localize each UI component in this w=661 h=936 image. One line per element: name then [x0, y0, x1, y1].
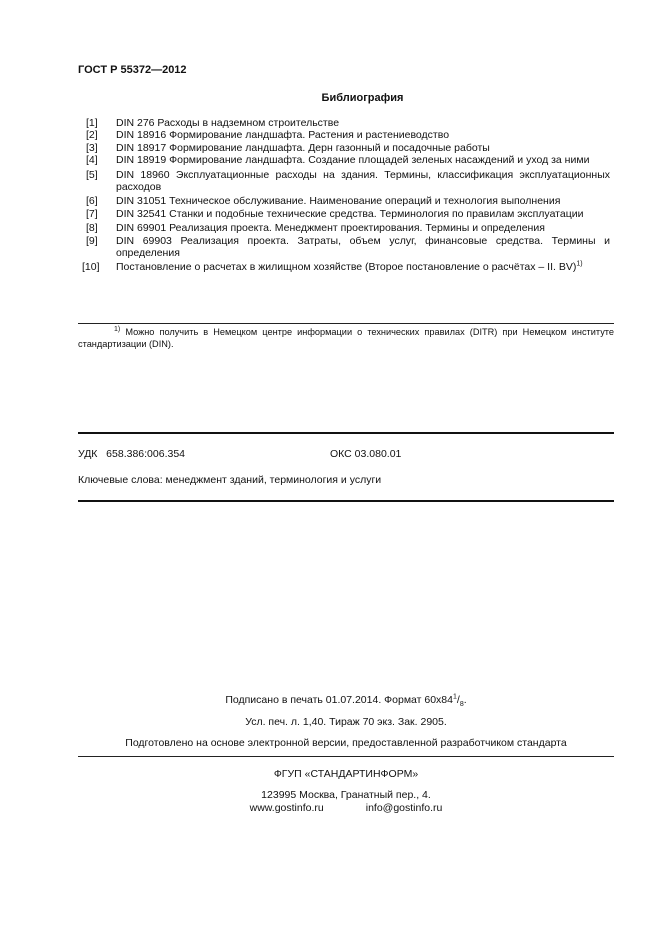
- ref-text: DIN 18917 Формирование ландшафта. Дерн газонный и посадочные работы: [116, 141, 490, 154]
- list-item: [80, 261, 610, 273]
- list-item: [80, 195, 610, 207]
- udk-code: УДК 658.386:006.354: [78, 448, 186, 460]
- ref-number: [7]: [86, 207, 98, 220]
- footnote-marker: 1): [114, 325, 121, 333]
- ref-number: [6]: [86, 195, 98, 208]
- list-item: [80, 235, 610, 260]
- publisher-name: ФГУП «СТАНДАРТИНФОРМ»: [273, 768, 419, 780]
- ref-number: [3]: [86, 141, 98, 154]
- signed-text: Подписано в печать 01.07.2014. Формат 60х84: [225, 694, 453, 706]
- ref-number: [4]: [86, 154, 98, 167]
- document-code: ГОСТ Р 55372—2012: [78, 64, 187, 76]
- publisher-email[interactable]: info@gostinfo.ru: [365, 802, 443, 814]
- ref-number: [10]: [82, 261, 100, 274]
- ref-text-content: Постановление о расчетах в жилищном хозяйстве (Второе постановление о расчётах – II. BV): [116, 261, 577, 274]
- ref-text: DIN 18916 Формирование ландшафта. Растения и растениеводство: [116, 129, 450, 142]
- publisher-address: 123995 Москва, Гранатный пер., 4.: [261, 789, 431, 801]
- ref-text: DIN 32541 Станки и подобные технические средства. Терминология по правилам эксплуатации: [116, 207, 584, 220]
- ref-text: DIN 18960 Эксплуатационные расходы на здания. Термины, классификация эксплуатационных расходов: [116, 168, 610, 194]
- ref-text: [116, 261, 610, 273]
- list-item: [80, 129, 610, 141]
- ref-number: [9]: [86, 234, 98, 247]
- ref-text: DIN 276 Расходы в надземном строительстве: [116, 117, 340, 129]
- ref-number: [5]: [86, 168, 98, 181]
- list-item: [80, 117, 610, 129]
- ref-number: [1]: [86, 117, 98, 129]
- classification-top-rule: [78, 432, 614, 434]
- footnote: [78, 326, 614, 350]
- signed-for-print: Подписано в печать 01.07.2014. Формат $60х84^1/_8$.: [225, 693, 467, 709]
- ref-text: DIN 69901 Реализация проекта. Менеджмент проектирования. Термины и определения: [116, 222, 545, 235]
- format-denominator: 8: [459, 701, 464, 709]
- list-item: [80, 208, 610, 220]
- footnote-divider: [78, 323, 614, 324]
- list-item: [80, 169, 610, 194]
- print-info: Усл. печ. л. 1,40. Тираж 70 экз. Зак. 2905.: [245, 716, 447, 728]
- footnote-text: Можно получить в Немецком центре информации о технических правилах (DITR) при Немецком институте стандартизации (DIN).: [78, 327, 614, 349]
- publisher-website[interactable]: www.gostinfo.ru: [249, 802, 324, 814]
- list-item: [80, 154, 610, 166]
- classification-bottom-rule: [78, 500, 614, 502]
- format-numerator: 1: [452, 693, 457, 701]
- publisher-divider: [78, 756, 614, 757]
- bibliography-list: [80, 117, 610, 274]
- ref-text: DIN 69903 Реализация проекта. Затраты, объем услуг, финансовые средства. Термины и определения: [116, 234, 610, 260]
- oks-code: ОКС 03.080.01: [330, 448, 402, 460]
- bibliography-title: Библиография: [321, 92, 404, 104]
- signed-suffix: .: [463, 694, 467, 706]
- ref-text: DIN 18919 Формирование ландшафта. Создание площадей зеленых насаждений и уход за ними: [116, 154, 590, 167]
- list-item: [80, 222, 610, 234]
- ref-number: [8]: [86, 222, 98, 235]
- publisher-contacts: [78, 802, 614, 814]
- list-item: [80, 142, 610, 154]
- prepared-note: Подготовлено на основе электронной версии, предоставленной разработчиком стандарта: [125, 737, 567, 749]
- keywords: Ключевые слова: менеджмент зданий, терминология и услуги: [78, 474, 382, 486]
- footnote-marker: 1): [576, 260, 583, 268]
- ref-text: DIN 31051 Техническое обслуживание. Наименование операций и технология выполнения: [116, 195, 561, 208]
- ref-number: [2]: [86, 129, 98, 142]
